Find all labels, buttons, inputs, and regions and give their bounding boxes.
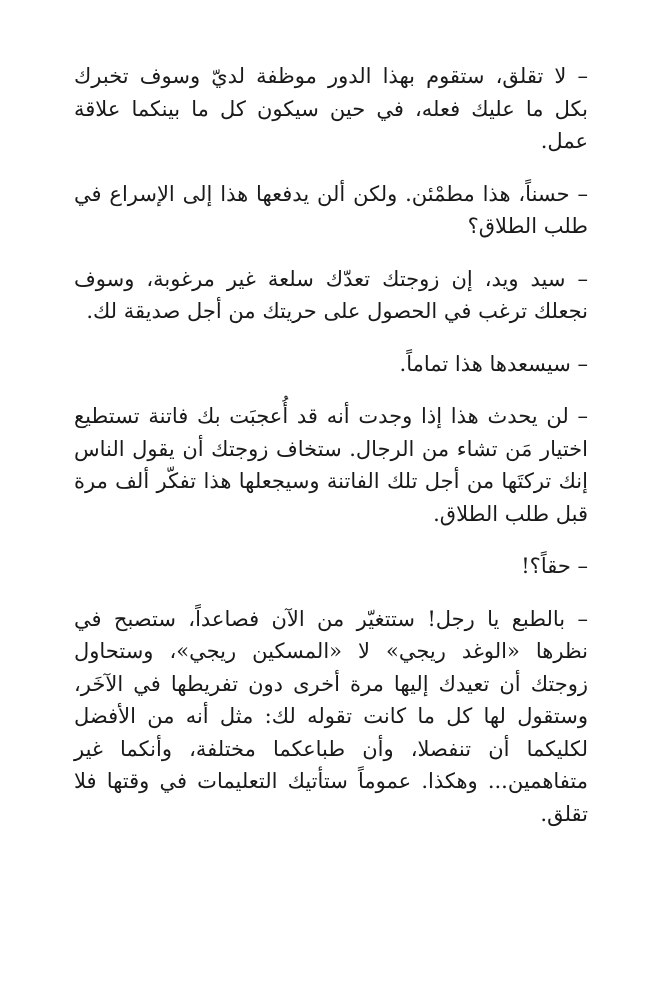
- dialogue-paragraph-3: – سيد ويد، إن زوجتك تعدّك سلعة غير مرغوبة، وسوف نجعلك ترغب في الحصول على حريتك من أجل صديقة لك.: [74, 266, 588, 323]
- dialogue-paragraph-6: – حقاً؟!: [521, 554, 588, 578]
- dialogue-paragraph-2: – حسناً، هذا مطمْئن. ولكن ألن يدفعها هذا إلى الإسراع في طلب الطلاق؟: [74, 181, 588, 238]
- dialogue-paragraph-4: – سيسعدها هذا تماماً.: [399, 351, 588, 376]
- dialogue-paragraph-5: – لن يحدث هذا إذا وجدت أنه قد أُعجبَت بك فاتنة تستطيع اختيار مَن تشاء من الرجال. ستخاف زوجتك أن يقول الناس إنك تركتَها من أجل تلك الفاتنة وسيجعلها هذا تفكّر ألف مرة قبل طلب الطلاق.: [74, 404, 588, 526]
- document-page: [74, 60, 588, 850]
- dialogue-paragraph-7: – بالطبع يا رجل! ستتغيّر من الآن فصاعداً، ستصبح في نظرها «الوغد ريجي» لا «المسكين ريجي»، وستحاول زوجتك أن تعيدك إليها مرة أخرى دون تفريطها في الآخَر، وستقول لها كل ما كانت تقوله لك: مثل أنه من الأفضل لكليكما أن تنفصلا، وأن طباعكما مختلفة، وأنكما غير متفاهمين... وهكذا. عموماً ستأتيك التعليمات في وقتها فلا تقلق.: [74, 606, 588, 826]
- dialogue-paragraph-1: – لا تقلق، ستقوم بهذا الدور موظفة لديّ وسوف تخبرك بكل ما عليك فعله، في حين سيكون كل ما بينكما علاقة عمل.: [74, 64, 588, 153]
